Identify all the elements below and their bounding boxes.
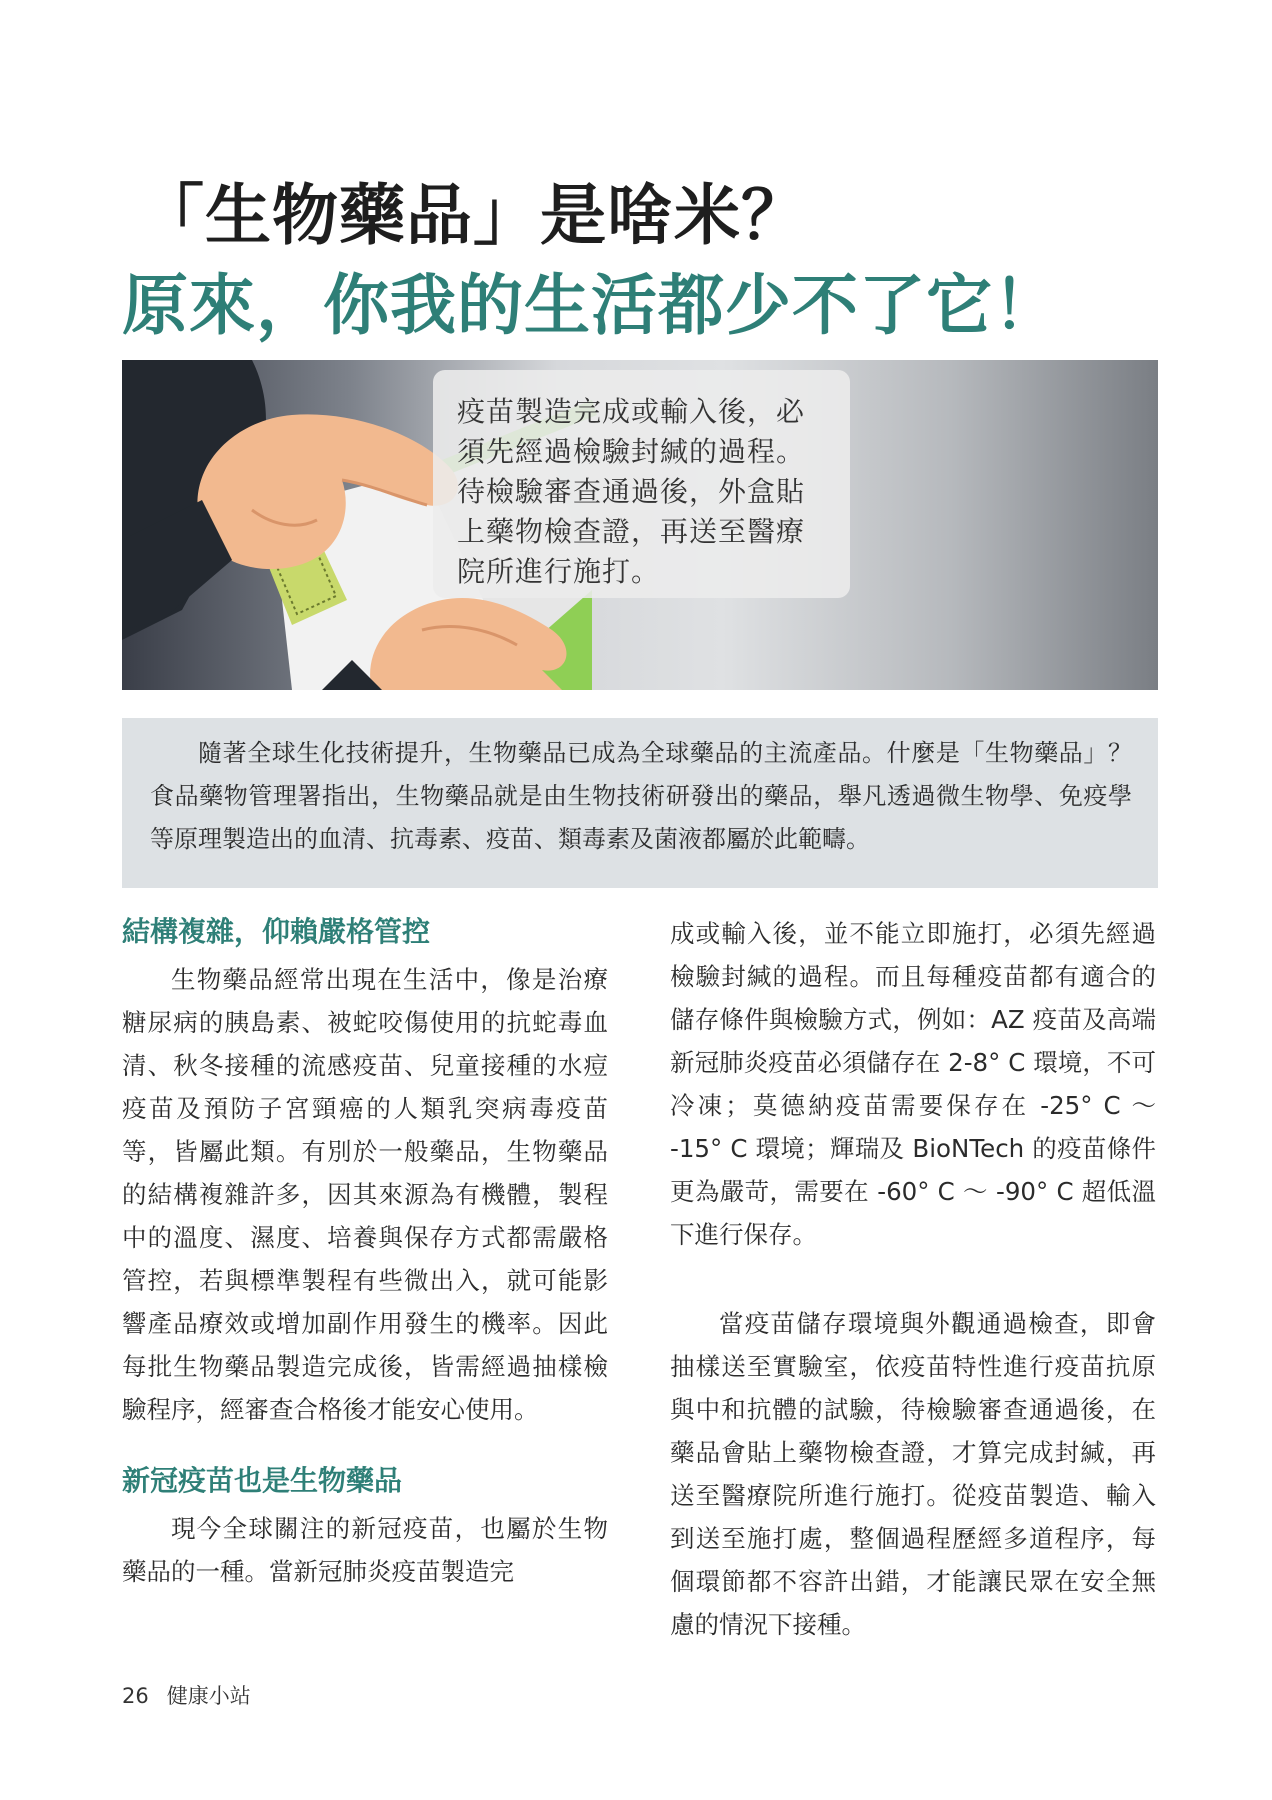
page-title-line-1: 「生物藥品」是啥米？ <box>138 176 808 254</box>
section-heading-covid-vaccine: 新冠疫苗也是生物藥品 <box>122 1464 403 1497</box>
section-body-covid-vaccine-start: 現今全球關注的新冠疫苗，也屬於生物藥品的一種。當新冠肺炎疫苗製造完 <box>122 1514 608 1586</box>
section-heading-structure: 結構複雜，仰賴嚴格管控 <box>122 915 431 948</box>
section-body-structure: 生物藥品經常出現在生活中，像是治療糖尿病的胰島素、被蛇咬傷使用的抗蛇毒血清、秋冬接種的流感疫苗、兒童接種的水痘疫苗及預防子宮頸癌的人類乳突病毒疫苗等，皆屬此類。有別於一般藥品，生物藥品的結構複雜許多，因其來源為有機體，製程中的溫度、濕度、培養與保存方式都需嚴格管控，若與標準製程有些微出入，就可能影響產品療效或增加副作用發生的機率。因此每批生物藥品製造完成後，皆需經過抽樣檢驗程序，經審查合格後才能安心使用。 <box>122 965 608 1424</box>
intro-box <box>122 718 1158 888</box>
page-title-line-2: 原來，你我的生活都少不了它！ <box>122 266 1060 344</box>
intro-text: 隨著全球生化技術提升，生物藥品已成為全球藥品的主流產品。什麼是「生物藥品」？食品藥物管理署指出，生物藥品就是由生物技術研發出的藥品，舉凡透過微生物學、免疫學等原理製造出的血清、抗毒素、疫苗、類毒素及菌液都屬於此範疇。 <box>150 739 1132 853</box>
left-column <box>122 912 608 1593</box>
section-body-sealing-process: 當疫苗儲存環境與外觀通過檢查，即會抽樣送至實驗室，依疫苗特性進行疫苗抗原與中和抗體的試驗，待檢驗審查通過後，在藥品會貼上藥物檢查證，才算完成封緘，再送至醫療院所進行施打。從疫苗製造、輸入到送至施打處，整個過程歷經多道程序，每個環節都不容許出錯，才能讓民眾在安全無慮的情況下接種。 <box>670 1309 1156 1639</box>
hero-illustration <box>122 360 1158 690</box>
page-footer <box>122 1680 251 1710</box>
footer-section-name: 健康小站 <box>166 1684 251 1708</box>
right-column <box>670 912 1156 1646</box>
section-body-covid-vaccine-continued: 成或輸入後，並不能立即施打，必須先經過檢驗封緘的過程。而且每種疫苗都有適合的儲存條件與檢驗方式，例如：AZ 疫苗及高端新冠肺炎疫苗必須儲存在 2-8° C 環境，不可冷凍；莫德納疫苗需要保存在 -25° C ～ -15° C 環境；輝瑞及 BioNTech 的疫苗條件更為嚴苛，需要在 -60° C ～ -90° C 超低溫下進行保存。 <box>670 919 1156 1249</box>
hero-caption: 疫苗製造完成或輸入後，必須先經過檢驗封緘的過程。待檢驗審查通過後，外盒貼上藥物檢查證，再送至醫療院所進行施打。 <box>433 370 850 598</box>
page-number: 26 <box>122 1684 149 1708</box>
